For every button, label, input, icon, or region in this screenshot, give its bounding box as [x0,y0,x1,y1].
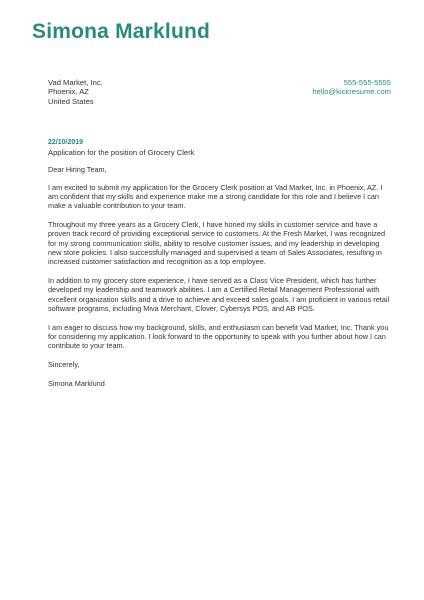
recipient-city-state: Phoenix, AZ [48,87,89,97]
recipient-country: United States [48,96,94,106]
contact-phone: 555-555-5555 [343,78,391,87]
letter-date: 22/10/2019 [48,139,84,146]
letter-paragraph: In addition to my grocery store experience, I have served as a Class Vice President, which has further developed my leadership and teamwork abilities. I am a Certified Retail Management Professional with excellent organization skills and a drive to achieve and exceed sales goals. I am proficient in various retail software programs, including Miva Merchant, Clover, Cybersys POS, and AB POS. [48,276,390,314]
letter-signature: Simona Marklund [48,379,105,389]
applicant-name: Simona Marklund [32,20,211,43]
recipient-address [48,78,103,106]
letter-body [48,165,393,388]
letter-paragraph: I am excited to submit my application for the Grocery Clerk position at Vad Market, Inc. in Phoenix, AZ. I am confident that my skills and experience make me a strong candidate for this role and I believe I can make a valuable contribution to your team. [48,182,383,211]
letter-paragraph: Throughout my three years as a Grocery Clerk, I have honed my skills in customer service and have a proven track record of providing exceptional service to customers. At the Fresh Market, I was recognized for my strong communication skills, ability to resolve customer issues, and my leadership in developing new store policies. I also successfully managed and supervised a team of Sales Associates, resulting in increased customer satisfaction and recognition as a top employee. [48,220,386,267]
letter-subject: Application for the position of Grocery Clerk [48,148,195,157]
recipient-company: Vad Market, Inc. [48,78,103,87]
letter-paragraph: I am eager to discuss how my background, skills, and enthusiasm can benefit Vad Market, Inc. Thank you for considering my application. I look forward to the opportunity to speak with you further about how I can contribute to your team. [48,322,389,351]
letter-closing: Sincerely, [48,360,80,370]
letter-greeting: Dear Hiring Team, [48,165,107,174]
applicant-contact [312,78,391,97]
contact-email: hello@kickresume.com [312,87,391,97]
